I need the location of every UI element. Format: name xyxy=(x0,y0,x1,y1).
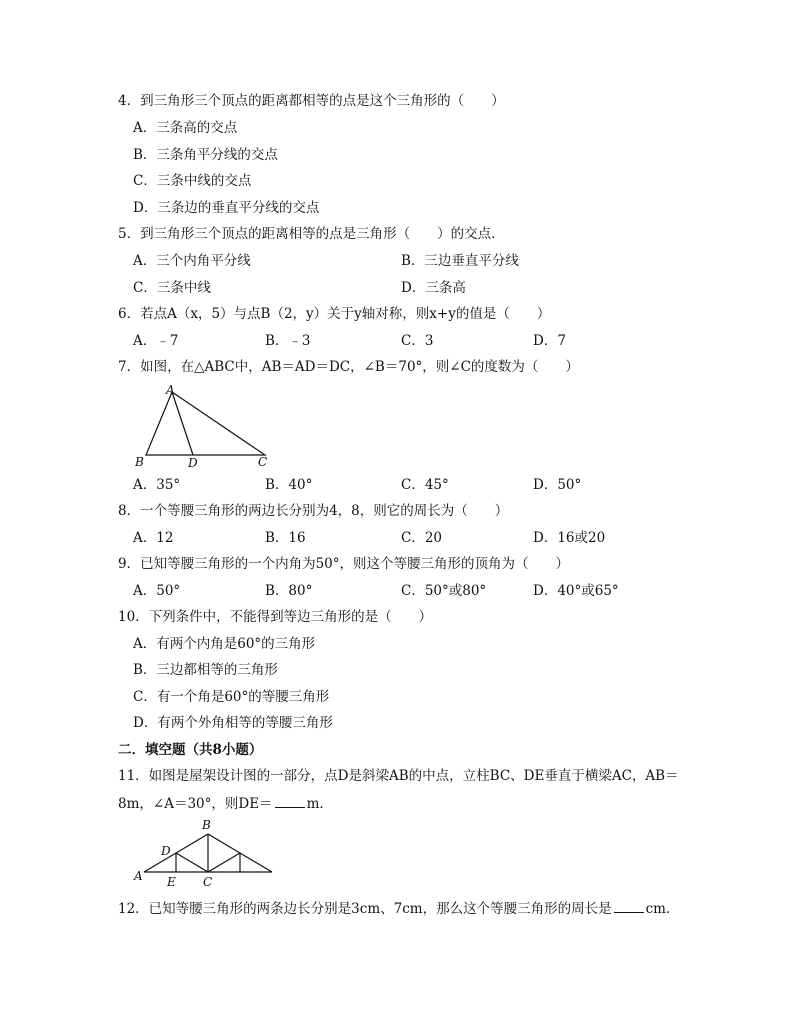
question-4-option-c: C．三条中线的交点 xyxy=(133,173,252,189)
question-10-option-a: A．有两个内角是60°的三角形 xyxy=(133,636,316,652)
question-9-option-a: A．50° xyxy=(133,583,181,599)
figure-11-label-b: B xyxy=(202,818,211,832)
question-11-text-after-blank: m． xyxy=(306,796,333,812)
question-7-option-a: A．35° xyxy=(133,477,181,493)
question-9-option-d: D．40°或65° xyxy=(533,583,619,599)
question-7-stem: 7．如图，在△ABC中，AB＝AD＝DC，∠B＝70°，则∠C的度数为（ ） xyxy=(118,359,579,375)
figure-7-label-b: B xyxy=(135,455,144,469)
question-4-stem: 4．到三角形三个顶点的距离都相等的点是这个三角形的（ ） xyxy=(118,93,505,109)
question-11-line-2 xyxy=(118,794,333,813)
question-6-option-c: C．3 xyxy=(401,333,434,349)
question-8-option-a: A．12 xyxy=(133,530,174,546)
question-8-option-c: C．20 xyxy=(401,530,443,546)
question-8-stem: 8．一个等腰三角形的两边长分别为4，8，则它的周长为（ ） xyxy=(118,503,509,519)
question-4-option-d: D．三条边的垂直平分线的交点 xyxy=(133,200,320,216)
figure-7-label-a: A xyxy=(166,384,175,397)
figure-11-label-c: C xyxy=(203,875,213,889)
question-4-option-b: B．三条角平分线的交点 xyxy=(133,147,278,163)
question-9-option-c: C．50°或80° xyxy=(401,583,487,599)
question-5-option-a: A．三个内角平分线 xyxy=(133,253,251,269)
figure-11-label-e: E xyxy=(167,875,176,889)
question-9-option-b: B．80° xyxy=(265,583,313,599)
question-11-text-before-blank: 8m，∠A＝30°，则DE＝ xyxy=(118,796,273,812)
question-12-answer-blank[interactable] xyxy=(614,899,644,913)
question-6-option-b: B．﹣3 xyxy=(265,333,311,349)
question-11-truss-figure xyxy=(130,816,280,890)
question-6-option-a: A．﹣7 xyxy=(133,333,179,349)
question-10-option-c: C．有一个角是60°的等腰三角形 xyxy=(133,689,330,705)
question-8-option-d: D．16或20 xyxy=(533,530,606,546)
question-12-stem xyxy=(118,899,679,918)
question-11-line-1: 11．如图是屋架设计图的一部分，点D是斜梁AB的中点，立柱BC、DE垂直于横梁AC，AB＝ xyxy=(118,768,679,784)
question-11-answer-blank[interactable] xyxy=(275,794,305,808)
question-7-option-d: D．50° xyxy=(533,477,582,493)
question-10-option-d: D．有两个外角相等的等腰三角形 xyxy=(133,715,333,731)
figure-7-label-d: D xyxy=(188,456,198,470)
figure-11-label-a: A xyxy=(134,869,143,883)
question-6-stem: 6．若点A（x，5）与点B（2，y）关于y轴对称，则x+y的值是（ ） xyxy=(118,306,551,322)
question-6-option-d: D．7 xyxy=(533,333,566,349)
question-12-text-after-blank: cm． xyxy=(645,901,680,917)
question-5-option-d: D．三条高 xyxy=(401,280,466,296)
question-5-option-b: B．三边垂直平分线 xyxy=(401,253,519,269)
question-7-triangle-figure xyxy=(130,384,280,472)
question-7-option-c: C．45° xyxy=(401,477,449,493)
question-5-stem: 5．到三角形三个顶点的距离相等的点是三角形（ ）的交点． xyxy=(118,226,505,242)
question-10-stem: 10．下列条件中，不能得到等边三角形的是（ ） xyxy=(118,609,433,625)
question-9-stem: 9．已知等腰三角形的一个内角为50°，则这个等腰三角形的顶角为（ ） xyxy=(118,556,570,572)
figure-11-label-d: D xyxy=(161,844,171,858)
question-5-option-c: C．三条中线 xyxy=(133,280,211,296)
question-12-text-before-blank: 12．已知等腰三角形的两条边长分别是3cm、7cm，那么这个等腰三角形的周长是 xyxy=(118,901,612,917)
question-10-option-b: B．三边都相等的三角形 xyxy=(133,662,278,678)
question-7-option-b: B．40° xyxy=(265,477,313,493)
section-2-heading: 二．填空题（共8小题） xyxy=(118,742,263,758)
figure-7-label-c: C xyxy=(258,455,268,469)
question-4-option-a: A．三条高的交点 xyxy=(133,120,238,136)
question-8-option-b: B．16 xyxy=(265,530,306,546)
